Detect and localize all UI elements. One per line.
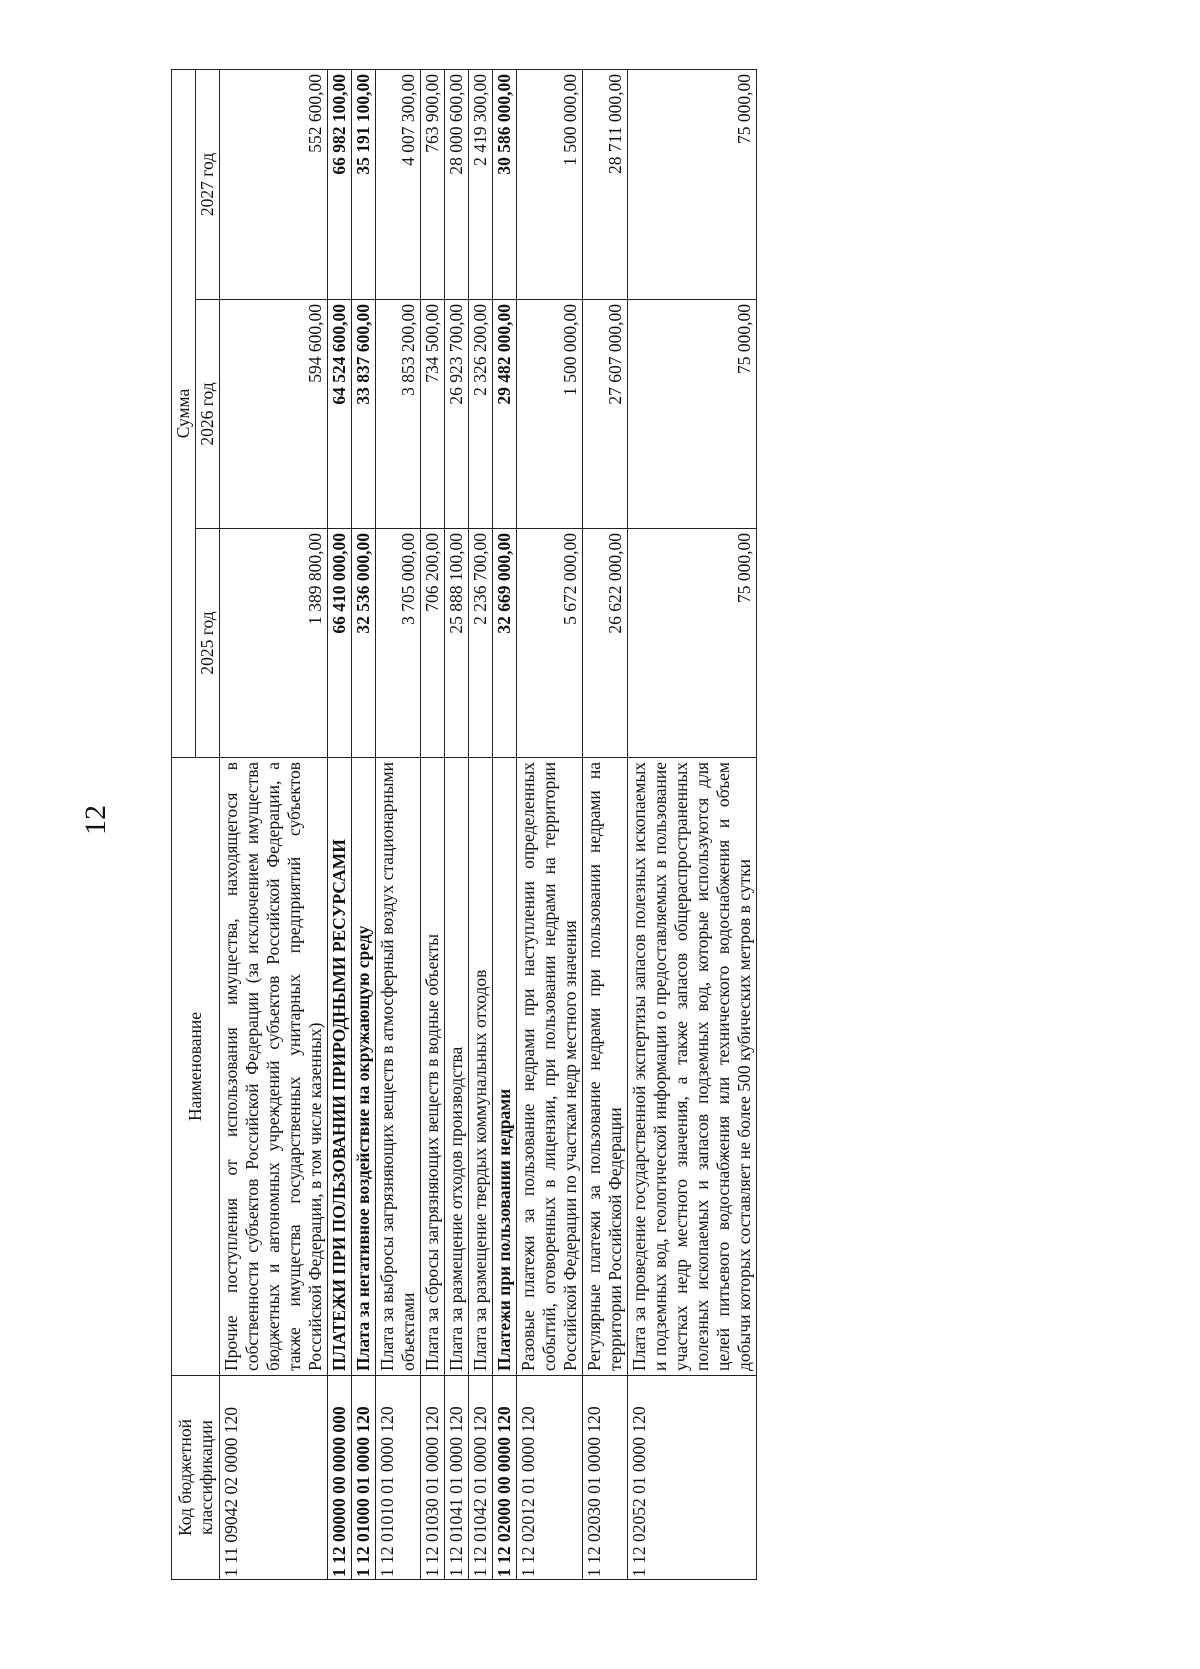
name-cell: Плата за сбросы загрязняющих веществ в водные объекты (421, 758, 445, 1376)
code-cell: 1 12 01042 01 0000 120 (469, 1376, 493, 1580)
code-cell: 1 12 02052 01 0000 120 (628, 1376, 757, 1580)
value-2025-cell: 26 622 000,00 (583, 529, 628, 758)
value-2026-cell: 64 524 600,00 (328, 300, 352, 529)
table-row (328, 69, 352, 1579)
value-2026-cell: 1 500 000,00 (517, 300, 583, 529)
budget-table (171, 69, 757, 1580)
page-number: 12 (79, 805, 112, 835)
value-2027-cell: 30 586 000,00 (493, 69, 517, 299)
header-year-2025: 2025 год (196, 529, 220, 758)
value-2025-cell: 66 410 000,00 (328, 529, 352, 758)
table-row (352, 69, 376, 1579)
header-year-2027: 2027 год (196, 69, 220, 299)
value-2027-cell: 4 007 300,00 (376, 69, 421, 299)
value-2025-cell: 3 705 000,00 (376, 529, 421, 758)
value-2025-cell: 5 672 000,00 (517, 529, 583, 758)
table-row (376, 69, 421, 1579)
value-2025-cell: 32 669 000,00 (493, 529, 517, 758)
value-2026-cell: 29 482 000,00 (493, 300, 517, 529)
value-2027-cell: 28 000 600,00 (445, 69, 469, 299)
name-cell: Разовые платежи за пользование недрами при наступлении определенных событий, оговоренных в лицензии, при пользовании недрами на территории Российской Федерации по участкам недр местного значения (517, 758, 583, 1376)
code-cell: 1 12 01041 01 0000 120 (445, 1376, 469, 1580)
value-2027-cell: 2 419 300,00 (469, 69, 493, 299)
value-2027-cell: 552 600,00 (220, 69, 328, 299)
table-body (220, 69, 757, 1579)
code-cell: 1 12 02030 01 0000 120 (583, 1376, 628, 1580)
value-2026-cell: 27 607 000,00 (583, 300, 628, 529)
value-2025-cell: 706 200,00 (421, 529, 445, 758)
table-row (628, 69, 757, 1579)
name-cell: Плата за размещение твердых коммунальных отходов (469, 758, 493, 1376)
value-2027-cell: 28 711 000,00 (583, 69, 628, 299)
name-cell: Плата за проведение государственной экспертизы запасов полезных ископаемых и подземных вод, геологической информации о предоставляемых в пользование участках недр местного значения, а также запасов общераспространенных полезных ископаемых и запасов подземных вод, которые используются для целей питьевого водоснабжения или технического водоснабжения и объем добычи которых составляет не более 500 кубических метров в сутки (628, 758, 757, 1376)
table-row (421, 69, 445, 1579)
name-cell: ПЛАТЕЖИ ПРИ ПОЛЬЗОВАНИИ ПРИРОДНЫМИ РЕСУРСАМИ (328, 758, 352, 1376)
value-2026-cell: 2 326 200,00 (469, 300, 493, 529)
value-2025-cell: 1 389 800,00 (220, 529, 328, 758)
table-row (445, 69, 469, 1579)
name-cell: Плата за размещение отходов производства (445, 758, 469, 1376)
table-row (517, 69, 583, 1579)
rotated-table-container (171, 70, 853, 1580)
name-cell: Платежи при пользовании недрами (493, 758, 517, 1376)
value-2027-cell: 75 000,00 (628, 69, 757, 299)
code-cell: 1 12 01010 01 0000 120 (376, 1376, 421, 1580)
value-2027-cell: 763 900,00 (421, 69, 445, 299)
code-cell: 1 11 09042 02 0000 120 (220, 1376, 328, 1580)
table-row (583, 69, 628, 1579)
code-cell: 1 12 02012 01 0000 120 (517, 1376, 583, 1580)
name-cell: Плата за негативное воздействие на окружающую среду (352, 758, 376, 1376)
code-cell: 1 12 00000 00 0000 000 (328, 1376, 352, 1580)
value-2026-cell: 75 000,00 (628, 300, 757, 529)
code-cell: 1 12 01030 01 0000 120 (421, 1376, 445, 1580)
header-code: Код бюджетной классификации (172, 1376, 220, 1580)
table-row (220, 69, 328, 1579)
code-cell: 1 12 01000 01 0000 120 (352, 1376, 376, 1580)
value-2026-cell: 33 837 600,00 (352, 300, 376, 529)
value-2025-cell: 25 888 100,00 (445, 529, 469, 758)
name-cell: Прочие поступления от использования имущества, находящегося в собственности субъектов Российской Федерации (за исключением имущества бюджетных и автономных учреждений субъектов Российской Федерации, а также имущества государственных унитарных предприятий субъектов Российской Федерации, в том числе казенных) (220, 758, 328, 1376)
table-row (469, 69, 493, 1579)
table-row (493, 69, 517, 1579)
value-2025-cell: 75 000,00 (628, 529, 757, 758)
value-2026-cell: 26 923 700,00 (445, 300, 469, 529)
value-2025-cell: 2 236 700,00 (469, 529, 493, 758)
value-2026-cell: 3 853 200,00 (376, 300, 421, 529)
value-2026-cell: 594 600,00 (220, 300, 328, 529)
header-name: Наименование (172, 758, 220, 1376)
header-sum: Сумма (172, 69, 196, 757)
value-2026-cell: 734 500,00 (421, 300, 445, 529)
value-2027-cell: 1 500 000,00 (517, 69, 583, 299)
name-cell: Регулярные платежи за пользование недрами при пользовании недрами на территории Российской Федерации (583, 758, 628, 1376)
code-cell: 1 12 02000 00 0000 120 (493, 1376, 517, 1580)
header-year-2026: 2026 год (196, 300, 220, 529)
value-2027-cell: 35 191 100,00 (352, 69, 376, 299)
value-2025-cell: 32 536 000,00 (352, 529, 376, 758)
value-2027-cell: 66 982 100,00 (328, 69, 352, 299)
name-cell: Плата за выбросы загрязняющих веществ в атмосферный воздух стационарными объектами (376, 758, 421, 1376)
